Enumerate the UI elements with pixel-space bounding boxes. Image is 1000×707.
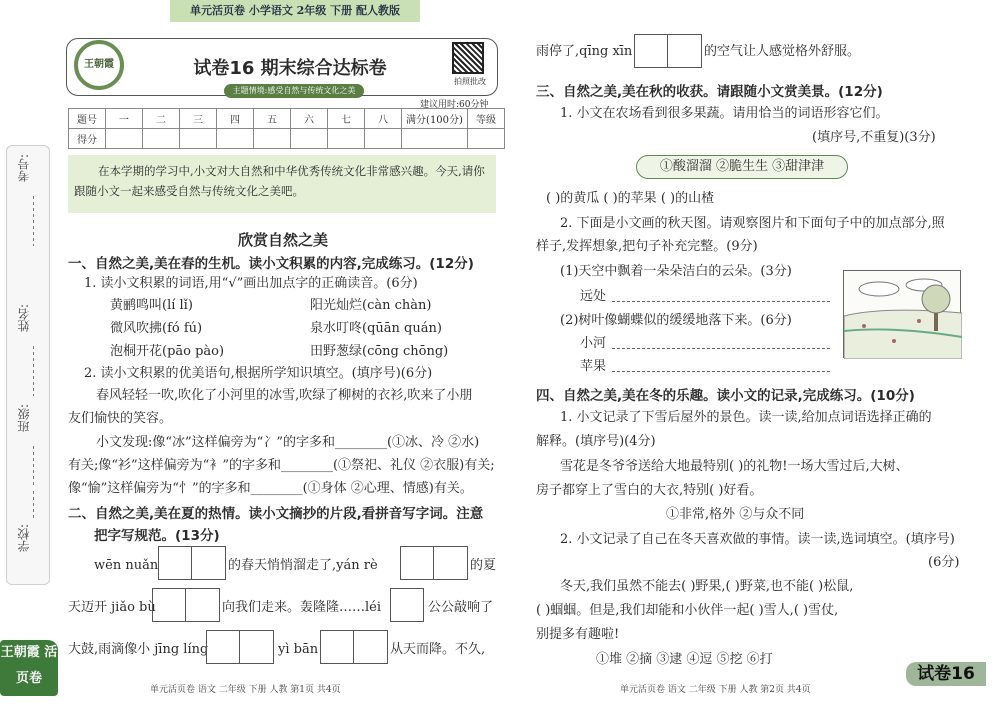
table-cell: 八	[365, 109, 402, 129]
q1-fill-3[interactable]: 像“愉”这样偏旁为“忄”的字多和________(①身体 ②心理、情感)有关。	[68, 481, 473, 496]
table-cell: 六	[291, 109, 328, 129]
pinyin-prompt: 天迈开 jiǎo bù	[68, 600, 156, 615]
writing-grid[interactable]	[634, 34, 702, 68]
q4-note: (6分)	[928, 555, 960, 570]
pinyin-prompt: 雨停了,qīng xīn	[536, 44, 633, 59]
table-cell: 一	[106, 109, 143, 129]
sentence-example-1: (1)天空中飘着一朵朵洁白的云朵。(3分)	[560, 264, 792, 279]
q1-sentence: 春风轻轻一吹,吹化了小河里的冰雪,吹绿了柳树的衣衫,吹来了小朋	[96, 388, 473, 403]
answer-line[interactable]	[612, 348, 830, 349]
q1-heading: 一、自然之美,美在春的生机。读小文积累的内容,完成练习。(12分)	[68, 256, 474, 272]
exam-tag: 试卷16	[906, 662, 986, 686]
q4-part2: 2. 小文记录了自己在冬天喜欢做的事情。读一读,选词填空。(填序号)	[560, 532, 955, 547]
q1-part2: 2. 读小文积累的优美语句,根据所学知识填空。(填序号)(6分)	[84, 366, 433, 381]
table-cell: 二	[143, 109, 180, 129]
binding-sidebar	[0, 0, 62, 707]
footer-left: 单元活页卷 语文 二年级 下册 人教 第1页 共4页	[150, 685, 341, 695]
brand-logo: 王朝霞 活页卷	[0, 640, 58, 696]
writing-grid[interactable]	[152, 588, 220, 622]
writing-grid[interactable]	[400, 546, 468, 580]
score-cell[interactable]	[328, 129, 365, 149]
table-row	[69, 129, 505, 149]
q4-text[interactable]: 雪花是冬爷爷送给大地最特别( )的礼物!一场大雪过后,大树、	[560, 459, 909, 474]
table-cell: 四	[217, 109, 254, 129]
score-cell[interactable]	[106, 129, 143, 149]
q3-part1: 1. 小文在农场看到很多果蔬。请用恰当的词语形容它们。	[560, 106, 889, 121]
q3-note: (填序号,不重复)(3分)	[812, 130, 936, 145]
school-line	[33, 491, 34, 521]
q1-fill-2[interactable]: 有关;像“衫”这样偏旁为“衤”的字多和________(①祭祀、礼仪 ②衣服)有关;	[68, 458, 495, 473]
table-cell: 得分	[69, 129, 106, 149]
intro-paragraph: 在本学期的学习中,小文对大自然和中华优秀传统文化非常感兴趣。今天,请你跟随小文一起来感受自然与传统文化之美吧。	[68, 155, 496, 213]
qr-label: 拍照批改	[454, 77, 486, 86]
sentence-example-2: (2)树叶像蝴蝶似的缓缓地落下来。(6分)	[560, 313, 792, 328]
table-cell: 七	[328, 109, 365, 129]
writing-grid[interactable]	[206, 630, 274, 664]
q2-text: 的春天悄悄溜走了,yán rè	[228, 558, 378, 573]
q2-text: 向我们走来。轰隆隆……léi	[222, 600, 382, 615]
word-pinyin[interactable]: 田野葱绿(cōng chōng)	[310, 344, 449, 359]
q2-text: 从天而降。不久,	[390, 642, 486, 657]
writing-grid[interactable]	[158, 546, 226, 580]
score-cell[interactable]	[217, 129, 254, 149]
school-label: 学校:	[17, 524, 31, 553]
answer-line[interactable]	[612, 301, 830, 302]
class-label: 班级:	[17, 404, 31, 433]
q3-heading: 三、自然之美,美在秋的收获。请跟随小文赏美景。(12分)	[536, 84, 883, 100]
q4-options: ①非常,格外 ②与众不同	[666, 507, 805, 522]
q1-sentence-cont: 友们愉快的笑容。	[68, 411, 173, 426]
table-cell: 三	[180, 109, 217, 129]
table-row	[69, 109, 505, 129]
score-cell[interactable]	[468, 129, 505, 149]
fill-label: 远处	[580, 289, 607, 304]
answer-line[interactable]	[612, 371, 830, 372]
page-title: 试卷16 期末综合达标卷	[193, 58, 387, 79]
pinyin-prompt: yì bān	[278, 642, 319, 657]
pinyin-prompt: 大鼓,雨滴像小 jīng líng	[68, 642, 209, 657]
score-table	[68, 108, 505, 149]
writing-grid[interactable]	[320, 630, 388, 664]
word-options: ①堆 ②摘 ③逮 ④逗 ⑤挖 ⑥打	[596, 652, 773, 667]
class-line	[33, 446, 34, 486]
score-cell[interactable]	[143, 129, 180, 149]
writing-grid[interactable]	[390, 588, 424, 622]
score-cell[interactable]	[291, 129, 328, 149]
score-cell[interactable]	[180, 129, 217, 149]
q4-part1-cont: 解释。(填序号)(4分)	[536, 434, 656, 449]
score-cell[interactable]	[365, 129, 402, 149]
table-cell: 五	[254, 109, 291, 129]
time-note: 建议用时:60分钟	[420, 100, 489, 110]
q2-text: 的夏	[470, 558, 497, 573]
q3-part2-cont: 样子,发挥想象,把句子补充完整。(9分)	[536, 239, 758, 254]
qr-code-icon	[452, 42, 484, 74]
adjective-options: ①酸溜溜 ②脆生生 ③甜津津	[636, 155, 848, 179]
word-pinyin[interactable]: 黄鹂鸣叫(lí lǐ)	[110, 298, 193, 313]
table-cell: 满分(100分)	[402, 109, 468, 129]
score-cell[interactable]	[402, 129, 468, 149]
q2-text: 公公敲响了	[428, 600, 494, 615]
theme-band: 主题情境:感受自然与传统文化之美	[224, 84, 364, 98]
fruit-blanks[interactable]: ( )的黄瓜 ( )的苹果 ( )的山楂	[546, 191, 715, 206]
q3-part2: 2. 下面是小文画的秋天图。请观察图片和下面句子中的加点部分,照	[560, 216, 945, 231]
header-band: 单元活页卷 小学语文 2年级 下册 配人教版	[170, 0, 420, 22]
q4-text[interactable]: 房子都穿上了雪白的大衣,特别( )好看。	[536, 483, 763, 498]
score-cell[interactable]	[254, 129, 291, 149]
q4-fill[interactable]: 冬天,我们虽然不能去( )野果,( )野菜,也不能( )松鼠,	[560, 579, 854, 594]
seal-logo: 王朝霞	[74, 40, 124, 90]
fill-label: 苹果	[580, 359, 607, 374]
autumn-picture	[843, 270, 961, 358]
exam-no-label: 考号:	[17, 154, 31, 183]
q2-heading-cont: 把字写规范。(13分)	[94, 528, 220, 544]
q1-fill-1[interactable]: 小文发现:像“冰”这样偏旁为“冫”的字多和________(①冰、冷 ②水)	[96, 435, 480, 450]
q4-fill[interactable]: ( )蝈蝈。但是,我们却能和小伙伴一起( )雪人,( )雪仗,	[536, 603, 839, 618]
q2-text: 的空气让人感觉格外舒服。	[704, 44, 861, 59]
word-pinyin[interactable]: 阳光灿烂(càn chàn)	[310, 298, 432, 313]
word-pinyin[interactable]: 泉水叮咚(qūān quán)	[310, 321, 442, 336]
word-pinyin[interactable]: 泡桐开花(pāo pào)	[110, 344, 225, 359]
info-strip	[6, 145, 50, 585]
table-cell: 题号	[69, 109, 106, 129]
word-pinyin[interactable]: 微风吹拂(fó fú)	[110, 321, 203, 336]
q1-part1: 1. 读小文积累的词语,用“√”画出加点字的正确读音。(6分)	[84, 276, 418, 291]
fill-label: 小河	[580, 336, 607, 351]
q2-heading: 二、自然之美,美在夏的热情。读小文摘抄的片段,看拼音写字词。注意	[68, 506, 484, 522]
q4-fill: 别提多有趣啦!	[536, 627, 620, 642]
table-cell: 等级	[468, 109, 505, 129]
footer-right: 单元活页卷 语文 二年级 下册 人教 第2页 共4页	[620, 685, 811, 695]
q4-part1: 1. 小文记录了下雪后屋外的景色。读一读,给加点词语选择正确的	[560, 410, 932, 425]
autumn-scene-illustration	[844, 271, 962, 359]
section-title: 欣赏自然之美	[237, 231, 328, 249]
name-line	[33, 346, 34, 396]
pinyin-prompt: wēn nuǎn	[94, 558, 159, 573]
exam-no-line	[33, 196, 34, 246]
q4-heading: 四、自然之美,美在冬的乐趣。读小文的记录,完成练习。(10分)	[536, 388, 915, 404]
name-label: 姓名:	[17, 304, 31, 333]
